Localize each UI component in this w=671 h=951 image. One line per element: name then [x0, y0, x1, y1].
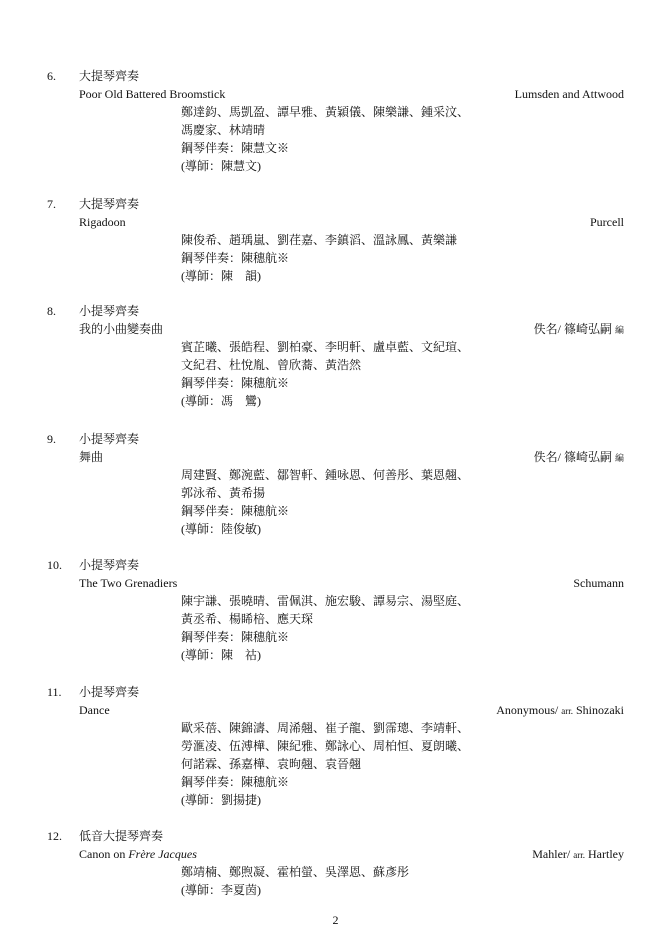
composer-note: arr. — [573, 850, 586, 860]
entry-category: 小提琴齊奏 — [79, 558, 140, 572]
performers-line: 陳宇謙、張曉晴、雷佩淇、施宏駿、譚易宗、湯堅庭、 — [181, 594, 470, 608]
entry-category: 大提琴齊奏 — [79, 197, 140, 211]
performers-line: 鄭達鈞、馬凱盈、譚早雅、黃穎儀、陳樂謙、鍾采汶、 — [181, 105, 470, 119]
composer-note: 編 — [614, 325, 624, 335]
performers-block — [181, 863, 491, 899]
composer: 佚名/ 篠崎弘嗣 編 — [533, 450, 624, 464]
composer: Schumann — [573, 576, 624, 590]
performers-line: 馮慶家、林靖晴 — [181, 123, 266, 137]
performers-block — [181, 103, 491, 175]
performers-line: 勞滙凌、伍溥樺、陳紀雅、鄭詠心、周柏恒、夏朗曦、 — [181, 739, 470, 753]
tutor: (導師：陸俊敏) — [181, 522, 261, 536]
tutor: (導師：陳 祜) — [181, 648, 261, 662]
tutor: (導師：陳慧文) — [181, 159, 261, 173]
piano-accompanist: 鋼琴伴奏：陳慧文※ — [181, 141, 290, 155]
performers-line: 文紀君、杜悅胤、曾欣蕎、黃浩然 — [181, 358, 362, 372]
composer: Lumsden and Attwood — [514, 87, 624, 101]
performers-line: 周建賢、鄭涴藍、鄒智軒、鍾咏恩、何善彤、葉恩翹、 — [181, 468, 470, 482]
page-number: 2 — [332, 913, 339, 927]
piece-title: Canon on Frère Jacques — [79, 847, 197, 861]
performers-line: 賓芷曦、張皓程、劉柏豪、李明軒、盧卓藍、文紀瑄、 — [181, 340, 470, 354]
piece-title: The Two Grenadiers — [79, 576, 178, 590]
performers-block — [181, 719, 491, 809]
piece-title: Rigadoon — [79, 215, 126, 229]
entry-category: 小提琴齊奏 — [79, 432, 140, 446]
entry-number: 7. — [47, 197, 56, 211]
piano-accompanist: 鋼琴伴奏：陳穗航※ — [181, 775, 290, 789]
tutor: (導師：馮 鸞) — [181, 394, 261, 408]
composer: 佚名/ 篠崎弘嗣 編 — [533, 322, 624, 336]
piece-title: Dance — [79, 703, 110, 717]
performers-block — [181, 338, 491, 410]
piano-accompanist: 鋼琴伴奏：陳穗航※ — [181, 251, 290, 265]
entry-number: 9. — [47, 432, 56, 446]
piece-title: Poor Old Battered Broomstick — [79, 87, 226, 101]
tutor: (導師：陳 韻) — [181, 269, 261, 283]
entry-number: 8. — [47, 304, 56, 318]
performers-line: 陳俊希、趙瑀嵐、劉荏嘉、李鎮滔、溫詠鳳、黃樂謙 — [181, 233, 458, 247]
composer: Purcell — [590, 215, 624, 229]
tutor: (導師：李夏茵) — [181, 883, 261, 897]
performers-block — [181, 231, 491, 285]
piece-title: 舞曲 — [79, 450, 104, 464]
performers-line: 何諾霖、孫嘉樺、袁昫翹、袁晉翹 — [181, 757, 362, 771]
piano-accompanist: 鋼琴伴奏：陳穗航※ — [181, 504, 290, 518]
entry-number: 11. — [47, 685, 62, 699]
piece-title: 我的小曲變奏曲 — [79, 322, 164, 336]
composer-note: 編 — [614, 453, 624, 463]
performers-line: 鄭靖楠、鄭煦凝、霍柏螢、吳澤恩、蘇彥彤 — [181, 865, 410, 879]
piano-accompanist: 鋼琴伴奏：陳穗航※ — [181, 630, 290, 644]
entry-category: 低音大提琴齊奏 — [79, 829, 164, 843]
performers-line: 歐采蓓、陳錦濤、周浠翹、崔子龍、劉霈璁、李靖軒、 — [181, 721, 470, 735]
composer-note: arr. — [561, 706, 573, 716]
entry-category: 大提琴齊奏 — [79, 69, 140, 83]
performers-line: 郭泳希、黃希揚 — [181, 486, 266, 500]
entry-number: 12. — [47, 829, 62, 843]
entry-category: 小提琴齊奏 — [79, 304, 140, 318]
composer: Anonymous/ arr. Shinozaki — [496, 703, 624, 717]
performers-line: 黃丞希、楊睎棓、應天琛 — [181, 612, 314, 626]
tutor: (導師：劉揚捷) — [181, 793, 261, 807]
entry-category: 小提琴齊奏 — [79, 685, 140, 699]
entry-number: 6. — [47, 69, 56, 83]
piano-accompanist: 鋼琴伴奏：陳穗航※ — [181, 376, 290, 390]
performers-block — [181, 592, 491, 664]
composer: Mahler/ arr. Hartley — [532, 847, 624, 861]
performers-block — [181, 466, 491, 538]
entry-number: 10. — [47, 558, 62, 572]
